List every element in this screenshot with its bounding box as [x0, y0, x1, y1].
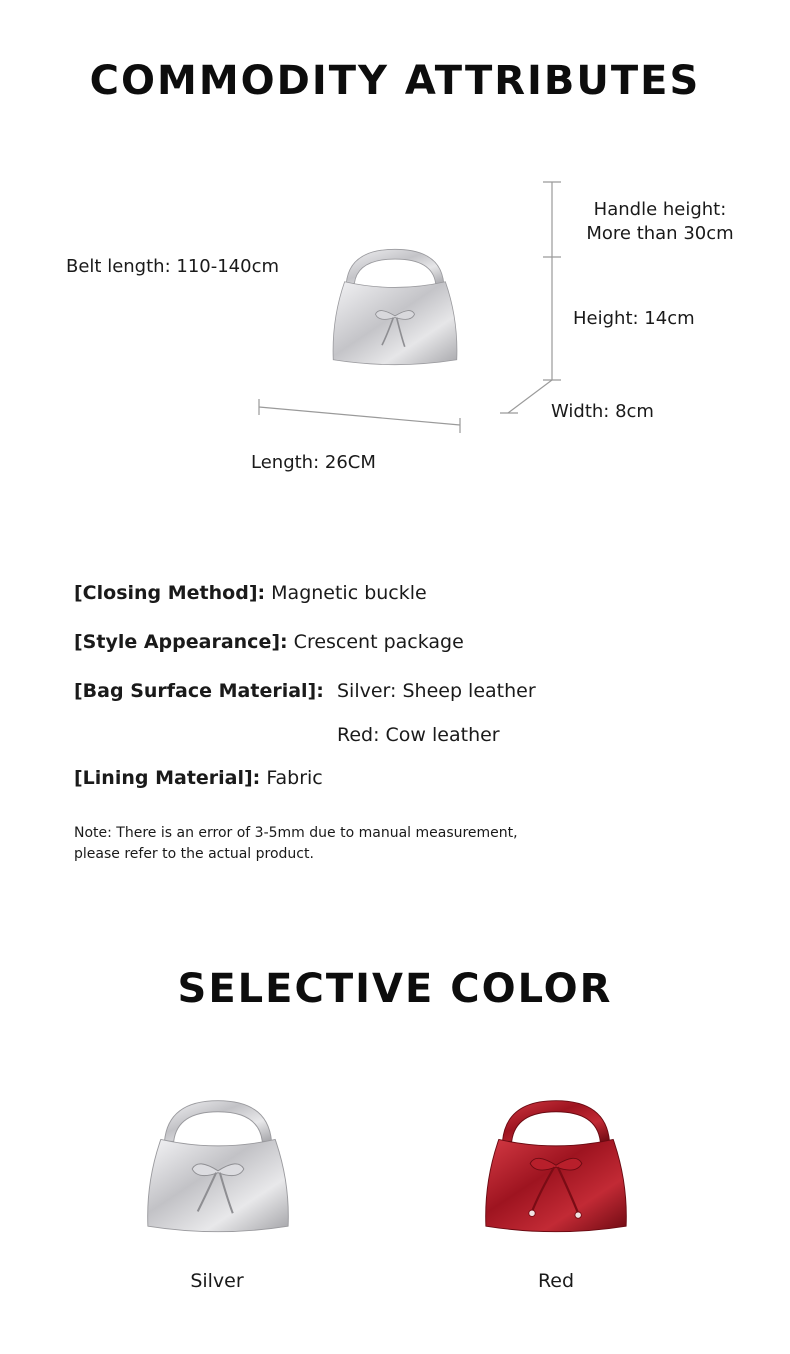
closing-method-label: [Closing Method]: — [74, 582, 266, 604]
bag-surface-material-value-silver: Silver: Sheep leather — [337, 680, 536, 702]
lining-material-value: Fabric — [266, 767, 323, 789]
red-bag-image[interactable] — [480, 1097, 632, 1240]
style-appearance-value: Crescent package — [293, 631, 464, 653]
spec-lining-material — [74, 765, 323, 791]
spec-bag-surface-material — [74, 678, 324, 704]
handle-height-line1: Handle height: — [593, 199, 727, 220]
style-appearance-label: [Style Appearance]: — [74, 631, 288, 653]
silver-bag-image[interactable] — [142, 1097, 294, 1240]
width-label: Width: 8cm — [551, 401, 654, 422]
color-option-red-label[interactable]: Red — [537, 1270, 575, 1292]
bag-surface-material-value-red: Red: Cow leather — [337, 724, 500, 746]
width-measure-line — [508, 380, 552, 413]
bag-surface-material-label: [Bag Surface Material]: — [74, 680, 324, 702]
measurement-note — [74, 823, 518, 865]
belt-length-label: Belt length: 110-140cm — [66, 256, 280, 277]
lining-material-label: [Lining Material]: — [74, 767, 261, 789]
closing-method-value: Magnetic buckle — [271, 582, 427, 604]
length-label: Length: 26CM — [251, 452, 376, 473]
commodity-attributes-title: COMMODITY ATTRIBUTES — [89, 58, 701, 104]
note-line-1: Note: There is an error of 3-5mm due to manual measurement, — [74, 825, 518, 841]
selective-color-title: SELECTIVE COLOR — [177, 966, 613, 1012]
length-measure-line — [259, 407, 460, 425]
spec-style-appearance — [74, 629, 464, 655]
color-option-silver-label[interactable]: Silver — [190, 1270, 244, 1292]
spec-closing-method — [74, 580, 427, 606]
note-line-2: please refer to the actual product. — [74, 846, 314, 862]
height-label: Height: 14cm — [573, 308, 695, 329]
handle-height-line2: More than 30cm — [586, 223, 734, 244]
silver-bag-diagram-image — [330, 246, 460, 372]
